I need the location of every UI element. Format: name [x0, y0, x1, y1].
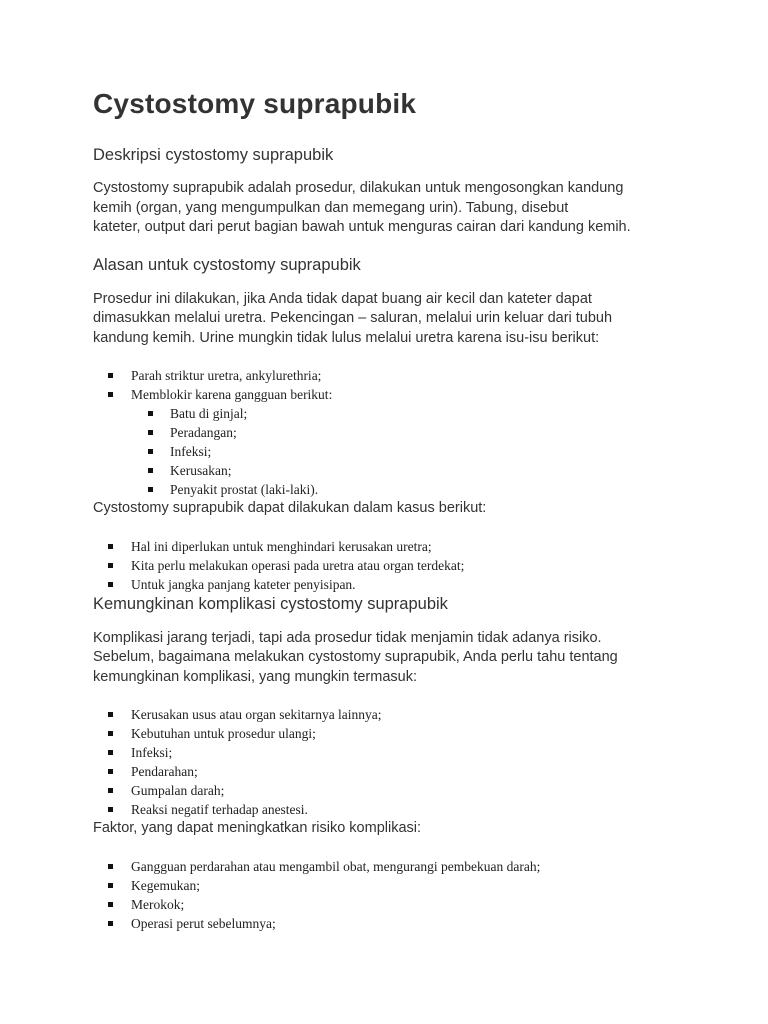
list-item-text: Gangguan perdarahan atau mengambil obat, mengurangi pembekuan darah; — [131, 858, 541, 874]
reason-list — [93, 366, 673, 404]
square-bullet-icon — [108, 712, 113, 717]
list-item-text: Penyakit prostat (laki-laki). — [170, 482, 319, 497]
paragraph-line: Komplikasi jarang terjadi, tapi ada prosedur tidak menjamin tidak adanya risiko. — [93, 629, 602, 646]
list-item — [93, 423, 673, 442]
list-item-text: Operasi perut sebelumnya; — [131, 915, 276, 931]
list-item-text: Kerusakan; — [170, 463, 232, 478]
factors-list — [93, 857, 673, 933]
complications-list — [93, 705, 673, 819]
square-bullet-icon — [108, 392, 113, 397]
paragraph-line: kemungkinan komplikasi, yang mungkin termasuk: — [93, 668, 417, 685]
factors-intro: Faktor, yang dapat meningkatkan risiko komplikasi: — [93, 820, 422, 836]
square-bullet-icon — [108, 544, 113, 549]
complications-paragraph — [93, 629, 673, 688]
paragraph-line: kandung kemih. Urine mungkin tidak lulus melalui uretra karena isu-isu berikut: — [93, 329, 600, 346]
list-item-text: Hal ini diperlukan untuk menghindari kerusakan uretra; — [131, 538, 432, 554]
section-heading-complications: Kemungkinan komplikasi cystostomy suprapubik — [93, 594, 448, 613]
square-bullet-icon — [148, 430, 153, 435]
list-item — [93, 461, 673, 480]
square-bullet-icon — [108, 769, 113, 774]
list-item-text: Kegemukan; — [131, 877, 200, 893]
page-title: Cystostomy suprapubik — [93, 88, 417, 119]
list-item — [93, 442, 673, 461]
square-bullet-icon — [108, 750, 113, 755]
square-bullet-icon — [148, 411, 153, 416]
list-item-text: Infeksi; — [170, 444, 212, 459]
list-item — [93, 800, 673, 819]
list-item — [93, 404, 673, 423]
list-item-text: Gumpalan darah; — [131, 783, 225, 798]
list-item-text: Batu di ginjal; — [170, 406, 248, 421]
square-bullet-icon — [148, 449, 153, 454]
list-item — [93, 705, 673, 724]
cases-intro: Cystostomy suprapubik dapat dilakukan dalam kasus berikut: — [93, 500, 487, 516]
section-heading-reason: Alasan untuk cystostomy suprapubik — [93, 255, 361, 274]
list-item-text: Reaksi negatif terhadap anestesi. — [131, 802, 308, 817]
list-item-text: Infeksi; — [131, 745, 173, 760]
cases-list — [93, 537, 673, 594]
list-item — [93, 781, 673, 800]
list-item — [93, 895, 673, 914]
list-item — [93, 762, 673, 781]
list-item — [93, 556, 673, 575]
list-item-text: Peradangan; — [170, 425, 237, 440]
paragraph-line: dimasukkan melalui uretra. Pekencingan – saluran, melalui urin keluar dari tubuh — [93, 310, 613, 326]
square-bullet-icon — [108, 582, 113, 587]
list-item-text: Memblokir karena gangguan berikut: — [131, 387, 333, 402]
list-item-text: Merokok; — [131, 896, 185, 912]
list-item — [93, 366, 673, 385]
paragraph-line: Sebelum, bagaimana melakukan cystostomy suprapubik, Anda perlu tahu tentang — [93, 649, 618, 665]
paragraph-line: Prosedur ini dilakukan, jika Anda tidak dapat buang air kecil dan kateter dapat — [93, 290, 592, 307]
list-item — [93, 914, 673, 933]
list-item-text: Kita perlu melakukan operasi pada uretra atau organ terdekat; — [131, 557, 465, 573]
reason-paragraph — [93, 290, 673, 349]
list-item — [93, 480, 673, 499]
list-item — [93, 575, 673, 594]
square-bullet-icon — [108, 373, 113, 378]
square-bullet-icon — [108, 807, 113, 812]
list-item — [93, 743, 673, 762]
list-item-text: Parah striktur uretra, ankylurethria; — [131, 368, 322, 383]
list-item — [93, 724, 673, 743]
square-bullet-icon — [108, 921, 113, 926]
section-heading-description: Deskripsi cystostomy suprapubik — [93, 146, 334, 164]
list-item-text: Untuk jangka panjang kateter penyisipan. — [131, 576, 356, 592]
list-item — [93, 876, 673, 895]
square-bullet-icon — [108, 788, 113, 793]
paragraph-line: Cystostomy suprapubik adalah prosedur, dilakukan untuk mengosongkan kandung — [93, 180, 624, 196]
square-bullet-icon — [148, 468, 153, 473]
paragraph-line: kemih (organ, yang mengumpulkan dan memegang urin). Tabung, disebut — [93, 199, 569, 216]
list-item-text: Kerusakan usus atau organ sekitarnya lainnya; — [131, 707, 382, 722]
square-bullet-icon — [148, 487, 153, 492]
list-item — [93, 385, 673, 404]
list-item-text: Pendarahan; — [131, 764, 198, 779]
square-bullet-icon — [108, 883, 113, 888]
list-item — [93, 537, 673, 556]
list-item — [93, 857, 673, 876]
square-bullet-icon — [108, 864, 113, 869]
description-paragraph — [93, 179, 673, 238]
reason-sublist — [93, 404, 673, 499]
square-bullet-icon — [108, 563, 113, 568]
square-bullet-icon — [108, 902, 113, 907]
list-item-text: Kebutuhan untuk prosedur ulangi; — [131, 726, 316, 741]
square-bullet-icon — [108, 731, 113, 736]
paragraph-line: kateter, output dari perut bagian bawah untuk menguras cairan dari kandung kemih. — [93, 219, 631, 235]
